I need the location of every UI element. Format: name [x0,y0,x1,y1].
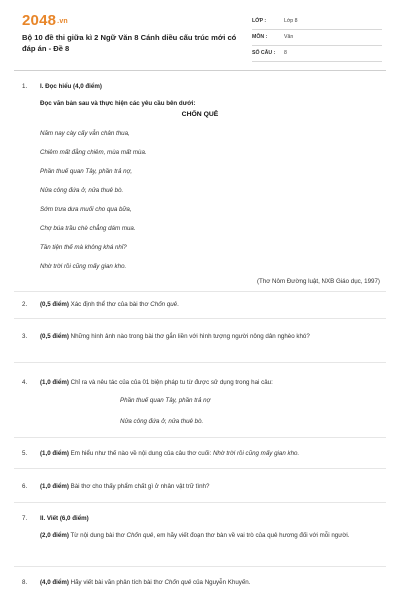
score: (4,0 điểm) [40,579,69,586]
info-panel [252,14,382,62]
divider [14,502,386,503]
question-number: 2. [22,301,28,308]
score: (1,0 điểm) [40,483,69,490]
site-logo[interactable] [22,12,68,29]
question-number: 8. [22,579,28,586]
info-key: SỐ CÂU : [252,50,276,56]
question-text: Bài thơ cho thấy phẩm chất gì ở nhân vật trữ tình? [68,483,210,490]
question-paragraph [40,531,380,540]
section-heading: I. Đọc hiểu (4,0 điểm) [40,83,102,90]
score: (1,0 điểm) [40,450,69,457]
question-number: 3. [22,333,28,340]
logo-text: 2048 [22,12,57,29]
question-number: 6. [22,483,28,490]
poem-line: Tần tiện thế mà không khá nhỉ? [40,244,127,251]
divider [14,318,386,319]
info-row-subject [252,30,382,46]
poem-title: CHỐN QUÊ [181,111,219,118]
score: (1,0 điểm) [40,379,69,386]
info-row-count [252,46,382,62]
question-text: , em hãy viết đoạn thơ bàn về vai trò của quê hương đối với mỗi người. [153,532,350,539]
question-number: 5. [22,450,28,457]
question-body [40,300,380,309]
score: (0,5 điểm) [40,333,69,340]
quoted-line: Phần thuế quan Tây, phần trả nợ [120,397,211,404]
poem-line: Phần thuế quan Tây, phần trả nợ, [40,168,133,175]
info-value: Lớp 8 [284,18,298,24]
question-text: Xác định thể thơ của bài thơ [68,301,151,308]
question-text: Những hình ảnh nào trong bài thơ gắn liền với hình tượng người nông dân nghèo khó? [68,333,310,340]
quoted-line: Nửa công đứa ở, nửa thuê bò. [120,418,204,425]
question-text: Em hiểu như thế nào về nội dung của câu thơ cuối: [68,450,213,457]
document-title: Bộ 10 đề thi giữa kì 2 Ngữ Văn 8 Cánh diều cấu trúc mới có đáp án - Đề 8 [22,33,237,53]
question-body [40,82,380,108]
logo-tld: .vn [57,18,68,25]
divider [14,566,386,567]
divider [14,437,386,438]
poem-line: Sớm trưa dưa muối cho qua bữa, [40,206,132,213]
question-text: của Nguyễn Khuyến. [191,579,251,586]
poem-ref: Chốn quê [150,301,178,308]
info-key: LỚP : [252,18,267,24]
score: (2,0 điểm) [40,532,69,539]
question-text: Chỉ ra và nêu tác của của 01 biện pháp tu từ được sử dụng trong hai câu: [68,379,273,386]
question-number: 1. [22,83,28,90]
header-divider [14,70,386,71]
poem-ref: Chốn quê [126,532,154,539]
info-row-class [252,14,382,30]
section-heading: II. Viết (6,0 điểm) [40,515,89,522]
question-body [40,378,380,387]
score: (0,5 điểm) [40,301,69,308]
question-text: Từ nội dung bài thơ [68,532,127,539]
poem-source: (Thơ Nôm Đường luật, NXB Giáo dục, 1997) [257,278,380,285]
poem-line: Chiêm mất đằng chiêm, mùa mất mùa. [40,149,147,156]
poem-line: Nhờ trời rồi cũng mấy gian kho. [40,263,127,270]
question-text: Hãy viết bài văn phân tích bài thơ [68,579,165,586]
info-key: MÔN : [252,34,268,40]
divider [14,362,386,363]
question-body [40,578,380,587]
poem-ref: Nhờ trời rồi cũng mấy gian kho. [212,450,300,457]
question-body [40,332,380,341]
page-header [0,0,400,66]
question-body [40,514,380,540]
question-body [40,449,380,458]
info-value: 8 [284,50,287,56]
question-body [40,482,380,491]
poem-ref: Chốn quê [164,579,192,586]
divider [14,468,386,469]
divider [14,291,386,292]
question-number: 7. [22,515,28,522]
poem-line: Nửa công đứa ở, nửa thuê bò. [40,187,124,194]
instruction: Đọc văn bản sau và thực hiện các yêu cầu bên dưới: [40,100,196,107]
info-value: Văn [284,34,294,40]
question-text: . [177,301,179,308]
poem-line: Năm nay cày cấy vẫn chân thua, [40,130,130,137]
question-number: 4. [22,379,28,386]
poem-line: Chợ búa trầu chè chẳng dám mua. [40,225,136,232]
